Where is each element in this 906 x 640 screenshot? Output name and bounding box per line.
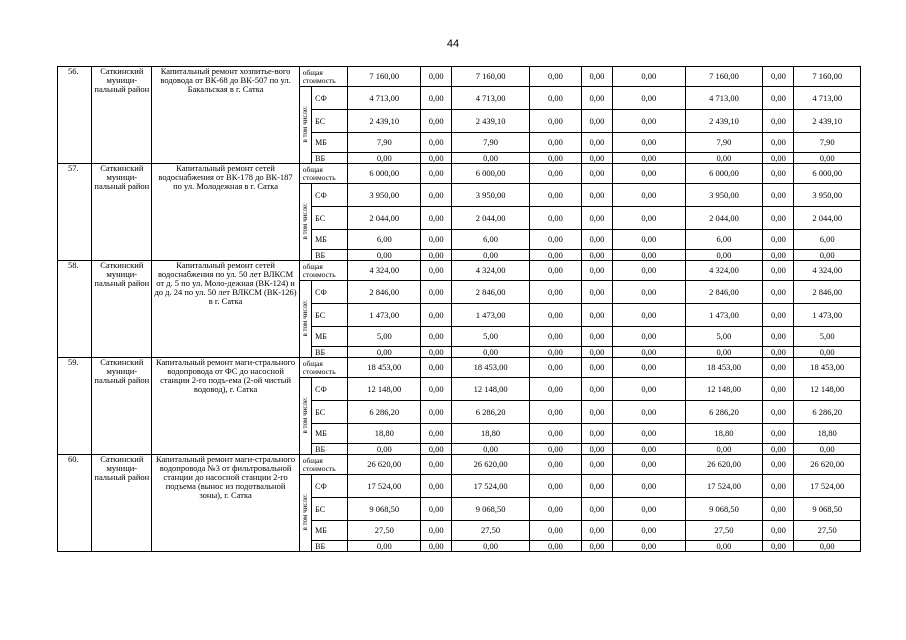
vertical-label: в том числе: [300, 299, 309, 337]
amount-cell: 5,00 [794, 327, 861, 347]
amount-cell: 7,90 [794, 133, 861, 153]
amount-cell: 5,00 [685, 327, 763, 347]
amount-cell: 0,00 [529, 110, 581, 133]
amount-cell: 0,00 [612, 67, 685, 87]
amount-cell: 0,00 [612, 455, 685, 475]
amount-cell: 0,00 [348, 444, 421, 455]
amount-cell: 0,00 [421, 541, 452, 552]
amount-cell: 12 148,00 [685, 378, 763, 401]
amount-cell: 0,00 [421, 133, 452, 153]
amount-cell: 0,00 [581, 358, 612, 378]
amount-cell: 0,00 [581, 67, 612, 87]
amount-cell: 0,00 [794, 541, 861, 552]
entry-number: 60. [58, 455, 92, 552]
amount-cell: 0,00 [794, 444, 861, 455]
amount-cell: 0,00 [763, 110, 794, 133]
amount-cell: 0,00 [529, 521, 581, 541]
amount-cell: 0,00 [421, 358, 452, 378]
amount-cell: 0,00 [612, 347, 685, 358]
amount-cell: 0,00 [581, 424, 612, 444]
amount-cell: 0,00 [612, 424, 685, 444]
amount-cell: 2 439,10 [452, 110, 530, 133]
funding-source-label: СФ [312, 184, 348, 207]
amount-cell: 6,00 [452, 230, 530, 250]
amount-cell: 0,00 [581, 87, 612, 110]
amount-cell: 0,00 [529, 261, 581, 281]
amount-cell: 7,90 [348, 133, 421, 153]
amount-cell: 9 068,50 [452, 498, 530, 521]
amount-cell: 12 148,00 [452, 378, 530, 401]
amount-cell: 0,00 [763, 424, 794, 444]
amount-cell: 0,00 [421, 230, 452, 250]
amount-cell: 0,00 [421, 498, 452, 521]
budget-table [57, 66, 861, 552]
funding-source-label: БС [312, 498, 348, 521]
funding-source-label: БС [312, 207, 348, 230]
amount-cell: 7 160,00 [452, 67, 530, 87]
amount-cell: 12 148,00 [794, 378, 861, 401]
description-cell: Капитальный ремонт маги-стрального водопровода №3 от фильтровальной станции до насосной станции 2-го подъема (вынос из подотвальной зоны), г. Сатка [152, 455, 299, 552]
vertical-label: в том числе: [300, 396, 309, 434]
funding-source-label: СФ [312, 87, 348, 110]
amount-cell: 0,00 [763, 207, 794, 230]
funding-source-label: МБ [312, 424, 348, 444]
funding-source-label: ВБ [312, 444, 348, 455]
amount-cell: 0,00 [581, 153, 612, 164]
amount-cell: 7,90 [452, 133, 530, 153]
amount-cell: 6 000,00 [685, 164, 763, 184]
amount-cell: 17 524,00 [348, 475, 421, 498]
vertical-label-cell [299, 87, 311, 164]
amount-cell: 0,00 [529, 133, 581, 153]
amount-cell: 6,00 [348, 230, 421, 250]
amount-cell: 2 439,10 [794, 110, 861, 133]
amount-cell: 0,00 [421, 455, 452, 475]
amount-cell: 0,00 [529, 153, 581, 164]
entry-number: 58. [58, 261, 92, 358]
funding-source-label: СФ [312, 475, 348, 498]
amount-cell: 0,00 [763, 401, 794, 424]
amount-cell: 0,00 [612, 444, 685, 455]
amount-cell: 0,00 [581, 327, 612, 347]
amount-cell: 0,00 [763, 67, 794, 87]
amount-cell: 0,00 [529, 347, 581, 358]
amount-cell: 0,00 [529, 498, 581, 521]
amount-cell: 4 324,00 [348, 261, 421, 281]
amount-cell: 0,00 [581, 164, 612, 184]
amount-cell: 0,00 [421, 444, 452, 455]
amount-cell: 2 439,10 [348, 110, 421, 133]
amount-cell: 3 950,00 [685, 184, 763, 207]
amount-cell: 0,00 [529, 230, 581, 250]
amount-cell: 0,00 [763, 378, 794, 401]
entry-number: 56. [58, 67, 92, 164]
amount-cell: 0,00 [421, 87, 452, 110]
amount-cell: 0,00 [452, 541, 530, 552]
amount-cell: 0,00 [529, 444, 581, 455]
funding-source-label: МБ [312, 133, 348, 153]
amount-cell: 0,00 [421, 521, 452, 541]
amount-cell: 0,00 [763, 455, 794, 475]
amount-cell: 4 324,00 [794, 261, 861, 281]
amount-cell: 2 044,00 [685, 207, 763, 230]
amount-cell: 18 453,00 [685, 358, 763, 378]
amount-cell: 0,00 [421, 153, 452, 164]
amount-cell: 0,00 [763, 521, 794, 541]
amount-cell: 0,00 [529, 304, 581, 327]
amount-cell: 0,00 [421, 327, 452, 347]
amount-cell: 18,80 [685, 424, 763, 444]
amount-cell: 0,00 [612, 133, 685, 153]
amount-cell: 26 620,00 [452, 455, 530, 475]
funding-source-label: СФ [312, 281, 348, 304]
funding-source-label: СФ [312, 378, 348, 401]
vertical-label-cell [299, 378, 311, 455]
amount-cell: 0,00 [529, 250, 581, 261]
amount-cell: 0,00 [685, 347, 763, 358]
description-cell: Капитальный ремонт хозпитье-вого водовода от ВК-68 до ВК-507 по ул. Бакальская в г. Сатка [152, 67, 299, 164]
amount-cell: 0,00 [763, 184, 794, 207]
amount-cell: 0,00 [581, 347, 612, 358]
page-number: 44 [446, 38, 460, 50]
amount-cell: 0,00 [581, 455, 612, 475]
vertical-label: в том числе: [300, 105, 309, 143]
amount-cell: 0,00 [529, 424, 581, 444]
amount-cell: 0,00 [763, 358, 794, 378]
district-cell: Саткинский муници-пальный район [92, 261, 152, 358]
amount-cell: 0,00 [612, 541, 685, 552]
amount-cell: 0,00 [581, 521, 612, 541]
amount-cell: 0,00 [529, 164, 581, 184]
amount-cell: 4 713,00 [348, 87, 421, 110]
funding-source-label: ВБ [312, 153, 348, 164]
amount-cell: 0,00 [529, 87, 581, 110]
funding-source-label: МБ [312, 327, 348, 347]
amount-cell: 7 160,00 [794, 67, 861, 87]
amount-cell: 2 846,00 [348, 281, 421, 304]
amount-cell: 0,00 [529, 67, 581, 87]
amount-cell: 0,00 [612, 475, 685, 498]
amount-cell: 3 950,00 [348, 184, 421, 207]
amount-cell: 26 620,00 [685, 455, 763, 475]
funding-source-label: БС [312, 401, 348, 424]
entry-row-total [58, 261, 861, 281]
amount-cell: 0,00 [581, 304, 612, 327]
amount-cell: 0,00 [529, 541, 581, 552]
total-cost-label: общая стоимость [299, 164, 348, 184]
amount-cell: 0,00 [581, 261, 612, 281]
amount-cell: 0,00 [348, 541, 421, 552]
amount-cell: 0,00 [612, 304, 685, 327]
amount-cell: 0,00 [529, 401, 581, 424]
amount-cell: 0,00 [348, 347, 421, 358]
amount-cell: 2 044,00 [794, 207, 861, 230]
amount-cell: 26 620,00 [348, 455, 421, 475]
amount-cell: 0,00 [421, 250, 452, 261]
amount-cell: 0,00 [452, 444, 530, 455]
amount-cell: 0,00 [581, 250, 612, 261]
amount-cell: 27,50 [348, 521, 421, 541]
amount-cell: 18 453,00 [794, 358, 861, 378]
amount-cell: 0,00 [529, 455, 581, 475]
amount-cell: 0,00 [529, 207, 581, 230]
amount-cell: 0,00 [612, 358, 685, 378]
amount-cell: 0,00 [452, 250, 530, 261]
amount-cell: 0,00 [794, 250, 861, 261]
amount-cell: 0,00 [421, 475, 452, 498]
amount-cell: 0,00 [763, 327, 794, 347]
amount-cell: 7 160,00 [348, 67, 421, 87]
funding-source-label: БС [312, 304, 348, 327]
amount-cell: 0,00 [685, 153, 763, 164]
entry-row-total [58, 358, 861, 378]
amount-cell: 0,00 [581, 281, 612, 304]
amount-cell: 0,00 [763, 498, 794, 521]
amount-cell: 27,50 [685, 521, 763, 541]
total-cost-label: общая стоимость [299, 67, 348, 87]
amount-cell: 0,00 [763, 164, 794, 184]
amount-cell: 0,00 [529, 281, 581, 304]
amount-cell: 9 068,50 [794, 498, 861, 521]
amount-cell: 0,00 [421, 281, 452, 304]
district-cell: Саткинский муници-пальный район [92, 455, 152, 552]
amount-cell: 0,00 [581, 541, 612, 552]
amount-cell: 17 524,00 [452, 475, 530, 498]
amount-cell: 0,00 [581, 133, 612, 153]
amount-cell: 0,00 [581, 207, 612, 230]
amount-cell: 0,00 [581, 110, 612, 133]
amount-cell: 6 000,00 [794, 164, 861, 184]
amount-cell: 0,00 [612, 401, 685, 424]
vertical-label: в том числе: [300, 493, 309, 531]
amount-cell: 0,00 [612, 327, 685, 347]
vertical-label-cell [299, 184, 311, 261]
amount-cell: 0,00 [421, 207, 452, 230]
amount-cell: 17 524,00 [794, 475, 861, 498]
amount-cell: 3 950,00 [794, 184, 861, 207]
amount-cell: 0,00 [763, 444, 794, 455]
funding-source-label: ВБ [312, 250, 348, 261]
amount-cell: 2 846,00 [794, 281, 861, 304]
amount-cell: 6 286,20 [348, 401, 421, 424]
amount-cell: 0,00 [421, 424, 452, 444]
amount-cell: 12 148,00 [348, 378, 421, 401]
description-cell: Капитальный ремонт маги-стрального водопровода от ФС до насосной станции 2-го подъ-ема (2-ой чистый водовод), г. Сатка [152, 358, 299, 455]
total-cost-label: общая стоимость [299, 261, 348, 281]
amount-cell: 5,00 [452, 327, 530, 347]
amount-cell: 17 524,00 [685, 475, 763, 498]
amount-cell: 0,00 [763, 250, 794, 261]
vertical-label-cell [299, 281, 311, 358]
amount-cell: 2 846,00 [685, 281, 763, 304]
funding-source-label: БС [312, 110, 348, 133]
amount-cell: 18 453,00 [452, 358, 530, 378]
total-cost-label: общая стоимость [299, 455, 348, 475]
funding-source-label: ВБ [312, 541, 348, 552]
amount-cell: 0,00 [581, 475, 612, 498]
amount-cell: 18,80 [452, 424, 530, 444]
amount-cell: 0,00 [421, 378, 452, 401]
amount-cell: 6,00 [794, 230, 861, 250]
amount-cell: 2 044,00 [452, 207, 530, 230]
amount-cell: 0,00 [348, 153, 421, 164]
amount-cell: 7 160,00 [685, 67, 763, 87]
amount-cell: 0,00 [612, 261, 685, 281]
amount-cell: 27,50 [794, 521, 861, 541]
amount-cell: 0,00 [581, 184, 612, 207]
amount-cell: 0,00 [612, 110, 685, 133]
amount-cell: 0,00 [421, 184, 452, 207]
amount-cell: 0,00 [529, 358, 581, 378]
amount-cell: 1 473,00 [348, 304, 421, 327]
amount-cell: 0,00 [763, 541, 794, 552]
amount-cell: 0,00 [763, 87, 794, 110]
amount-cell: 0,00 [763, 230, 794, 250]
total-cost-label: общая стоимость [299, 358, 348, 378]
district-cell: Саткинский муници-пальный район [92, 358, 152, 455]
amount-cell: 0,00 [421, 304, 452, 327]
amount-cell: 0,00 [421, 261, 452, 281]
description-cell: Капитальный ремонт сетей водоснабжения от ВК-178 до ВК-187 по ул. Молодежная в г. Сатка [152, 164, 299, 261]
amount-cell: 0,00 [529, 327, 581, 347]
amount-cell: 0,00 [763, 304, 794, 327]
amount-cell: 0,00 [581, 401, 612, 424]
amount-cell: 4 324,00 [685, 261, 763, 281]
district-cell: Саткинский муници-пальный район [92, 67, 152, 164]
amount-cell: 0,00 [612, 87, 685, 110]
amount-cell: 9 068,50 [685, 498, 763, 521]
funding-source-label: ВБ [312, 347, 348, 358]
amount-cell: 6 286,20 [794, 401, 861, 424]
amount-cell: 4 713,00 [685, 87, 763, 110]
amount-cell: 9 068,50 [348, 498, 421, 521]
amount-cell: 27,50 [452, 521, 530, 541]
amount-cell: 26 620,00 [794, 455, 861, 475]
amount-cell: 0,00 [348, 250, 421, 261]
amount-cell: 0,00 [581, 498, 612, 521]
amount-cell: 18,80 [794, 424, 861, 444]
amount-cell: 0,00 [685, 444, 763, 455]
amount-cell: 18 453,00 [348, 358, 421, 378]
amount-cell: 0,00 [763, 347, 794, 358]
district-cell: Саткинский муници-пальный район [92, 164, 152, 261]
amount-cell: 0,00 [421, 347, 452, 358]
amount-cell: 6,00 [685, 230, 763, 250]
entry-row-total [58, 164, 861, 184]
amount-cell: 0,00 [763, 261, 794, 281]
entry-row-total [58, 455, 861, 475]
amount-cell: 0,00 [763, 281, 794, 304]
amount-cell: 0,00 [581, 230, 612, 250]
amount-cell: 0,00 [581, 378, 612, 401]
amount-cell: 0,00 [612, 207, 685, 230]
amount-cell: 0,00 [612, 521, 685, 541]
amount-cell: 0,00 [529, 378, 581, 401]
amount-cell: 0,00 [612, 184, 685, 207]
amount-cell: 0,00 [685, 541, 763, 552]
amount-cell: 0,00 [452, 153, 530, 164]
amount-cell: 0,00 [452, 347, 530, 358]
amount-cell: 0,00 [612, 153, 685, 164]
entry-row-total [58, 67, 861, 87]
amount-cell: 6 286,20 [452, 401, 530, 424]
amount-cell: 2 846,00 [452, 281, 530, 304]
amount-cell: 0,00 [612, 281, 685, 304]
funding-source-label: МБ [312, 521, 348, 541]
amount-cell: 0,00 [612, 164, 685, 184]
amount-cell: 0,00 [581, 444, 612, 455]
amount-cell: 0,00 [763, 133, 794, 153]
amount-cell: 0,00 [421, 110, 452, 133]
amount-cell: 0,00 [421, 164, 452, 184]
amount-cell: 0,00 [529, 475, 581, 498]
amount-cell: 0,00 [612, 250, 685, 261]
amount-cell: 2 044,00 [348, 207, 421, 230]
amount-cell: 6 286,20 [685, 401, 763, 424]
amount-cell: 0,00 [794, 347, 861, 358]
amount-cell: 1 473,00 [685, 304, 763, 327]
amount-cell: 0,00 [612, 378, 685, 401]
amount-cell: 4 713,00 [794, 87, 861, 110]
funding-source-label: МБ [312, 230, 348, 250]
amount-cell: 0,00 [421, 67, 452, 87]
amount-cell: 0,00 [794, 153, 861, 164]
amount-cell: 0,00 [763, 153, 794, 164]
amount-cell: 0,00 [612, 230, 685, 250]
vertical-label: в том числе: [300, 202, 309, 240]
amount-cell: 4 713,00 [452, 87, 530, 110]
amount-cell: 0,00 [763, 475, 794, 498]
amount-cell: 6 000,00 [348, 164, 421, 184]
amount-cell: 0,00 [529, 184, 581, 207]
amount-cell: 7,90 [685, 133, 763, 153]
entry-number: 57. [58, 164, 92, 261]
amount-cell: 0,00 [685, 250, 763, 261]
amount-cell: 0,00 [421, 401, 452, 424]
amount-cell: 4 324,00 [452, 261, 530, 281]
amount-cell: 6 000,00 [452, 164, 530, 184]
amount-cell: 18,80 [348, 424, 421, 444]
vertical-label-cell [299, 475, 311, 552]
amount-cell: 5,00 [348, 327, 421, 347]
entry-number: 59. [58, 358, 92, 455]
amount-cell: 3 950,00 [452, 184, 530, 207]
amount-cell: 1 473,00 [794, 304, 861, 327]
amount-cell: 0,00 [612, 498, 685, 521]
amount-cell: 2 439,10 [685, 110, 763, 133]
amount-cell: 1 473,00 [452, 304, 530, 327]
description-cell: Капитальный ремонт сетей водоснабжения по ул. 50 лет ВЛКСМ от д. 5 по ул. Моло-дежная (ВК-124) и до д. 24 по ул. 50 лет ВЛКСМ (ВК-126) в г. Сатка [152, 261, 299, 358]
